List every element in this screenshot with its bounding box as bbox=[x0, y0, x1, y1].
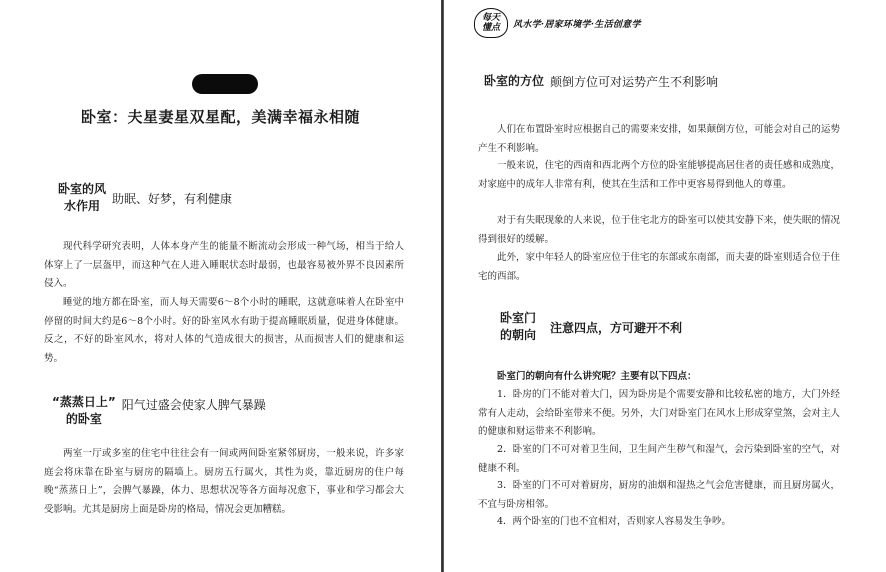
section-label-line2: 的卧室 bbox=[65, 412, 102, 426]
paragraph: 现代科学研究表明，人体本身产生的能量不断流动会形成一种气场，相当于给人体穿上了一层盔甲，而这种气在人进入睡眠状态时最弱，也最容易被外界不良因素所侵入。 bbox=[44, 241, 404, 289]
badge-line2: 懂点 bbox=[481, 23, 500, 33]
paragraph: 4．两个卧室的门也不宜相对，否则家人容易发生争吵。 bbox=[497, 516, 732, 527]
paragraph: 2．卧室的门不可对着卫生间，卫生间产生秽气和湿气，会污染到卧室的空气，对健康不利。 bbox=[478, 444, 840, 474]
paragraph: 卧室门的朝向有什么讲究呢？主要有以下四点： bbox=[497, 371, 697, 382]
paragraph: 人们在布置卧室时应根据自己的需要来安排，如果颠倒方位，可能会对自己的运势产生不利影响。 bbox=[478, 124, 840, 154]
left-page bbox=[0, 0, 441, 572]
section-subtitle: 注意四点，方可避开不利 bbox=[550, 320, 683, 335]
series-header bbox=[474, 8, 641, 38]
section-subtitle: 颠倒方位可对运势产生不利影响 bbox=[550, 75, 719, 89]
page-title: 卧室：夫星妻星双星配，美满幸福永相随 bbox=[80, 108, 360, 126]
paragraph: 睡觉的地方都在卧室，而人每天需要6～8个小时的睡眠，这就意味着人在卧室中停留的时间大约是6～8个小时。好的卧室风水有助于提高睡眠质量，促进身体健康。反之，不好的卧室风水，将对人体的气造成很大的损害，从而损害人们的健康和运势。 bbox=[44, 297, 404, 364]
section-label-line2: 的朝向 bbox=[500, 328, 537, 342]
section-label bbox=[500, 310, 536, 344]
section-label-line1: “蒸蒸日上” bbox=[52, 395, 116, 409]
paragraph: 两室一厅或多室的住宅中往往会有一间或两间卧室紧邻厨房，一般来说，许多家庭会将床靠在卧室与厨房的隔墙上。厨房五行属火，其性为炎，靠近厨房的住户每晚“蒸蒸日上”，会脾气暴躁，体力、思想状况等各方面每况愈下，事业和学习都会大受影响。尤其是厨房上面是卧房的格局，情况会更加糟糕。 bbox=[44, 448, 404, 515]
paragraph: 此外，家中年轻人的卧室应位于住宅的东部或东南部，而夫妻的卧室则适合位于住宅的西部。 bbox=[478, 252, 840, 282]
badge-line1: 每天 bbox=[481, 13, 500, 23]
series-badge-icon bbox=[474, 8, 508, 38]
section-label-line1: 卧室的风 bbox=[58, 182, 107, 196]
section-heading-bedroom-orientation bbox=[484, 73, 718, 90]
paragraph: 对于有失眠现象的人来说，位于住宅北方的卧室可以使其安静下来，使失眠的情况得到很好的缓解。 bbox=[478, 215, 840, 245]
chapter-ornament bbox=[192, 74, 258, 94]
section-subtitle: 助眠、好梦，有利健康 bbox=[112, 191, 233, 206]
section-heading-kitchen-bedroom bbox=[52, 394, 266, 428]
section-label-line2: 水作用 bbox=[64, 199, 101, 213]
right-page bbox=[444, 0, 886, 572]
paragraph: 1．卧房的门不能对着大门，因为卧房是个需要安静和比较私密的地方，大门外经常有人走动，会给卧室带来不便。另外，大门对卧室门在风水上形成穿堂煞，会对主人的健康和财运带来不利影响。 bbox=[478, 389, 840, 437]
section-heading-bedroom-function bbox=[58, 181, 232, 215]
section-label-line1: 卧室门 bbox=[500, 311, 537, 325]
series-name: 风水学·居家环境学·生活创意学 bbox=[513, 19, 641, 30]
section-label bbox=[58, 181, 106, 215]
section-heading-bedroom-door bbox=[500, 310, 682, 344]
paragraph: 一般来说，住宅的西南和西北两个方位的卧室能够提高居住者的责任感和成熟度，对家庭中的成年人非常有利，使其在生活和工作中更容易得到他人的尊重。 bbox=[478, 160, 840, 190]
section-label: 卧室的方位 bbox=[484, 74, 545, 88]
section-subtitle: 阳气过盛会使家人脾气暴躁 bbox=[121, 397, 266, 412]
section-label bbox=[52, 394, 116, 428]
paragraph: 3．卧室的门不可对着厨房，厨房的油烟和湿热之气会危害健康，而且厨房属火，不宜与卧房相邻。 bbox=[478, 480, 840, 510]
